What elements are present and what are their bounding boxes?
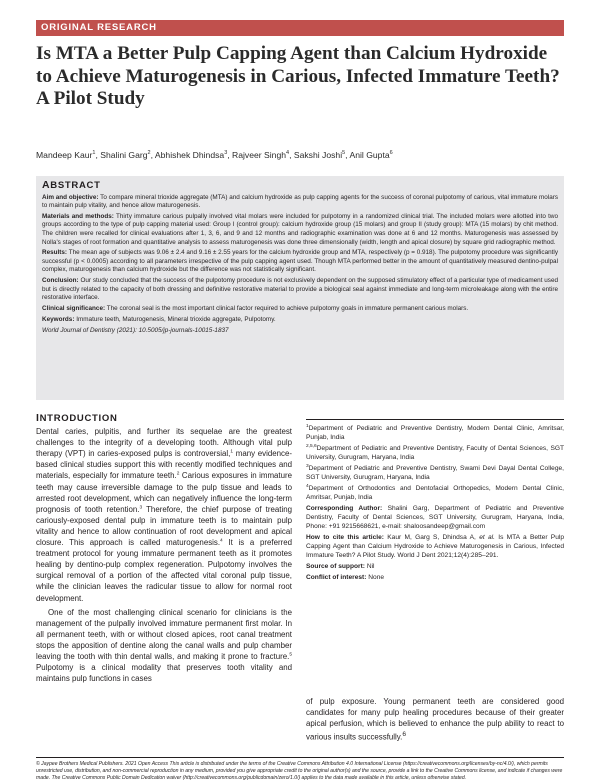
affiliation-1: $^1$Department of Pediatric and Preventive Dentistry, Modern Dental Clinic, Amritsar, Punjab, India: [306, 423, 564, 442]
introduction-right-column: [306, 696, 564, 743]
abstract-heading: ABSTRACT: [42, 179, 101, 191]
intro-paragraph-3: of pulp exposure. Young permanent teeth are considered good candidates for many pulp healing procedures because of their greater apical perfusion, which is believed to enhance the pulp ability to react to various insults successfully.$^6$: [306, 697, 564, 742]
footnote-rule: [306, 419, 564, 420]
author-name: Shalini Garg: [100, 150, 148, 160]
author-affiliation-mark: 1: [92, 150, 96, 157]
corresponding-author: Corresponding Author: Shalini Garg, Department of Pediatric and Preventive Dentistry, Faculty of Dental Sciences, SGT University, Gurugram, Haryana, India, Phone: +91 9215668621, e-mail: shaloosandeep@gmail.com: [306, 504, 564, 531]
abstract-clinical-significance: Clinical significance: The coronal seal is the most important clinical factor required to achieve pulpotomy goals in immature permanent carious molars.: [42, 304, 469, 312]
author-affiliation-mark: 2: [147, 150, 151, 157]
article-title: Is MTA a Better Pulp Capping Agent than Calcium Hydroxide to Achieve Maturogenesis in Carious, Infected Immature Teeth? A Pilot Study: [36, 43, 560, 109]
abstract-keywords: Keywords: Immature teeth, Maturogenesis, Mineral trioxide aggregate, Pulpotomy.: [42, 316, 276, 324]
source-of-support: Source of support: Nil: [306, 562, 375, 570]
intro-paragraph-1: Dental caries, pulpitis, and further its sequelae are the greatest challenges to the integrity of a developing tooth. Although vital pulp therapy (VPT) in caries-exposed pulps is controversial,$^1$ many evidence-based clinical studies support this with recently modified techniques and materials, especially for immature teeth.$^2$ Carious exposures in immature teeth may cause irreversible damage to the pulp tissue and leads to arrested root development, which can negatively influence the long-term prognosis of tooth retention.$^3$ Therefore, the chief purpose of treating cariously-exposed dental pulp in immature teeth is to maintain pulp vitality and hence to allow continuation of root development and apical closure. This approach is called maturogenesis.$^4$ It is a preferred treatment protocol for young immature permanent teeth as it promotes healing by dentino-pulp complex regeneration. Pulpotomy involves the surgical removal of a portion of the affected vital coronal pulp tissue, while the clinician leaves the radicular tissue to allow for normal root development.: [36, 427, 292, 603]
abstract-conclusion: Conclusion: Our study concluded that the success of the pulpotomy procedure is not exclusively dependent on the supposed stimulatory effect of a particular type of medicament used but is directly related to the capacity of both dressing and definitive restorative material to provide a biological seal against immediate and long-term microleakage along with the entire restorative interface.: [42, 276, 559, 302]
affiliation-4: $^4$Department of Orthodontics and Dentofacial Orthopedics, Modern Dental Clinic, Amritsar, Punjab, India: [306, 483, 564, 501]
affiliation-3: $^3$Department of Pediatric and Preventive Dentistry, Swami Devi Dayal Dental College, SGT University, Gurugram, Haryana, India: [306, 463, 564, 482]
introduction-left-column: [36, 413, 292, 684]
author-name: Anil Gupta: [349, 150, 390, 160]
abstract-aim: Aim and objective: To compare mineral trioxide aggregate (MTA) and calcium hydroxide as pulp capping agents for the success of coronal pulpotomy of carious, vital immature molars to maintain pulp vitality, and hence allow maturogenesis.: [42, 193, 559, 210]
affiliations-footnotes: [306, 424, 564, 583]
author-affiliation-mark: 3: [224, 150, 228, 157]
intro-paragraph-2: One of the most challenging clinical scenario for clinicians is the management of the pulpally involved immature permanent first molar. In all permanent teeth, with or without closed apices, root canal treatment stops the apposition of dentine along the canal walls and pulp chamber leaving the tooth with thin dental walls, and making it prone to fracture.$^5$ Pulpotomy is a clinical modality that preserves tooth vitality and maintains pulp functions in cases: [36, 607, 292, 684]
author-affiliation-mark: 5: [342, 150, 346, 157]
author-name: Abhishek Dhindsa: [154, 150, 225, 160]
affiliation-2: $^{2,5,6}$Department of Pediatric and Preventive Dentistry, Faculty of Dental Sciences, SGT University, Gurugram, Haryana, India: [306, 443, 564, 462]
abstract-methods: Materials and methods: Thirty immature carious pulpally involved vital molars were included for pulpotomy in a randomized clinical trial. The included molars were allotted into two groups according to the type of pulp capping material used: Group I (control group): calcium hydroxide group (15 molars) and group II (study group): MTA (15 molars) by chit method. The children were recalled for clinical evaluations after 1, 3, 6, and 9 and 12 months and radiographic examination was done at 6 and 12 months. Maturogenesis was assessed by Nolla's stages of root formation and quantitative analysis to assess maturogenesis was done three dimensionally (width, length and apical closure) by square grid radiographic method.: [42, 212, 558, 246]
author-name: Mandeep Kaur: [36, 150, 93, 160]
conflict-of-interest: Conflict of interest: None: [306, 573, 385, 581]
footer-rule: [36, 757, 564, 758]
license-footer: © Jaypee Brothers Medical Publishers. 2021 Open Access This article is distributed under the terms of the Creative Commons Attribution 4.0 International License (https://creativecommons.org/licenses/by-nc/4.0/), which permits unrestricted use, distribution, and non-commercial reproduction in any medium, provided you give appropriate credit to the original author(s) and the source, provide a link to the Creative Commons license, and indicate if changes were made. The Creative Commons Public Domain Dedication waiver (http://creativecommons.org/publicdomain/zero/1.0/) applies to the data made available in this article, unless otherwise stated.: [36, 761, 563, 782]
author-name: Rajveer Singh: [232, 150, 287, 160]
author-affiliation-mark: 6: [389, 150, 393, 157]
introduction-heading: INTRODUCTION: [36, 412, 118, 424]
abstract-results: Results: The mean age of subjects was 9.06 ± 2.4 and 9.16 ± 2.55 years for the calcium hydroxide group and MTA, respectively (p = 0.918). The pulpotomy procedure was significantly successful (p < 0.0005) according to all parameters irrespective of the pulp capping agent used. Though MTA performed better in the amount of quantitatively measured dentino-pulpal complex, maturogenesis than calcium hydroxide but the difference was not statistically significant.: [42, 249, 558, 274]
author-list: Mandeep Kaur$^1$, Shalini Garg$^2$, Abhishek Dhindsa$^3$, Rajveer Singh$^4$, Sakshi Joshi$^5$, Anil Gupta$^6$: [36, 150, 393, 160]
how-to-cite: How to cite this article: Kaur M, Garg S, Dhindsa A, et al. Is MTA a Better Pulp Capping Agent than Calcium Hydroxide to Achieve Maturogenesis in Carious, Infected Immature Teeth? A Pilot Study. World J Dent 2021;12(4):285–291.: [306, 533, 565, 560]
author-name: Sakshi Joshi: [293, 150, 343, 160]
journal-reference: World Journal of Dentistry (2021): 10.5005/jp-journals-10015-1837: [42, 326, 229, 334]
abstract-box: [36, 176, 564, 400]
article-type-banner: ORIGINAL RESEARCH: [36, 20, 564, 36]
author-affiliation-mark: 4: [286, 150, 290, 157]
